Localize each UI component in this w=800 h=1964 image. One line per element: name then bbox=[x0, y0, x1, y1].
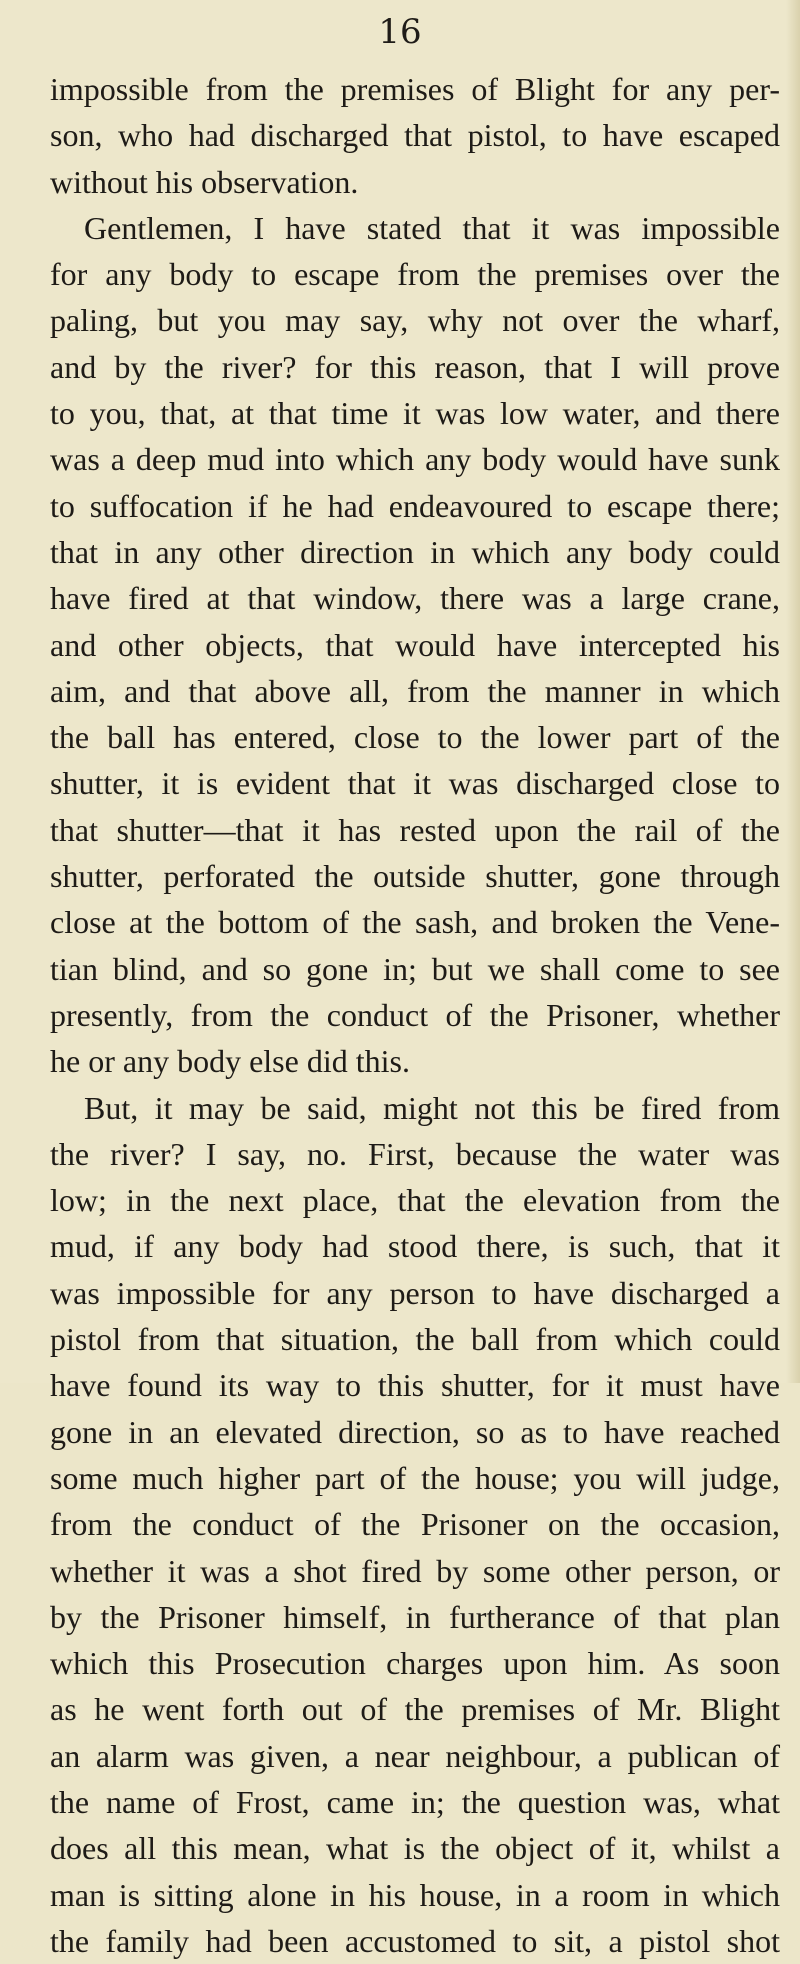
text-line: close at the bottom of the sash, and broken the Vene- bbox=[50, 904, 780, 941]
text-line: gone in an elevated direction, so as to have reached bbox=[50, 1413, 780, 1450]
text-line: man is sitting alone in his house, in a room in which bbox=[50, 1876, 780, 1913]
text-line: shutter, perforated the outside shutter, gone through bbox=[50, 858, 780, 895]
text-line: paling, but you may say, why not over the wharf, bbox=[50, 302, 780, 339]
text-line: the family had been accustomed to sit, a pistol shot bbox=[50, 1922, 780, 1959]
text-line: the river? I say, no. First, because the water was bbox=[50, 1135, 780, 1172]
text-line: aim, and that above all, from the manner in which bbox=[50, 672, 780, 709]
text-line: have found its way to this shutter, for it must have bbox=[50, 1367, 780, 1404]
text-line: But, it may be said, might not this be fired from bbox=[84, 1089, 780, 1126]
text-line: to suffocation if he had endeavoured to escape there; bbox=[50, 487, 780, 524]
text-line: presently, from the conduct of the Prisoner, whether bbox=[50, 996, 780, 1033]
text-line: and other objects, that would have intercepted his bbox=[50, 626, 780, 663]
text-line: to you, that, at that time it was low water, and there bbox=[50, 395, 780, 432]
text-line: that in any other direction in which any body could bbox=[50, 533, 780, 570]
text-line: impossible from the premises of Blight for any per- bbox=[50, 71, 780, 107]
text-line: son, who had discharged that pistol, to have escaped bbox=[50, 117, 780, 154]
page-number: 16 bbox=[378, 12, 422, 52]
text-line: some much higher part of the house; you will judge, bbox=[50, 1459, 780, 1496]
text-line: does all this mean, what is the object of it, whilst a bbox=[50, 1830, 780, 1867]
text-line: mud, if any body had stood there, is such, that it bbox=[50, 1228, 780, 1265]
text-line: that shutter—that it has rested upon the rail of the bbox=[50, 811, 780, 848]
text-line: shutter, it is evident that it was discharged close to bbox=[50, 765, 780, 802]
text-line: the ball has entered, close to the lower part of the bbox=[50, 719, 780, 756]
text-line: Gentlemen, I have stated that it was impossible bbox=[84, 209, 780, 246]
text-line: pistol from that situation, the ball from which could bbox=[50, 1321, 780, 1358]
text-line: he or any body else did this. bbox=[50, 1043, 410, 1080]
text-line: was a deep mud into which any body would have sunk bbox=[50, 441, 780, 478]
text-line: an alarm was given, a near neighbour, a publican of bbox=[50, 1737, 780, 1774]
text-line: which this Prosecution charges upon him. As soon bbox=[50, 1645, 780, 1682]
page-edge bbox=[786, 0, 800, 1383]
text-line: without his observation. bbox=[50, 163, 359, 200]
text-line: have fired at that window, there was a large crane, bbox=[50, 580, 780, 617]
text-line: tian blind, and so gone in; but we shall come to see bbox=[50, 950, 780, 987]
body-text bbox=[50, 66, 780, 1964]
text-line: whether it was a shot fired by some other person, or bbox=[50, 1552, 780, 1589]
text-line: low; in the next place, that the elevation from the bbox=[50, 1182, 780, 1219]
text-line: as he went forth out of the premises of Mr. Blight bbox=[50, 1691, 780, 1728]
text-line: from the conduct of the Prisoner on the occasion, bbox=[50, 1506, 780, 1543]
text-line: and by the river? for this reason, that I will prove bbox=[50, 348, 780, 385]
text-line: for any body to escape from the premises over the bbox=[50, 256, 780, 293]
text-line: the name of Frost, came in; the question was, what bbox=[50, 1783, 780, 1820]
text-line: was impossible for any person to have discharged a bbox=[50, 1274, 780, 1311]
text-line: by the Prisoner himself, in furtherance of that plan bbox=[50, 1598, 780, 1635]
